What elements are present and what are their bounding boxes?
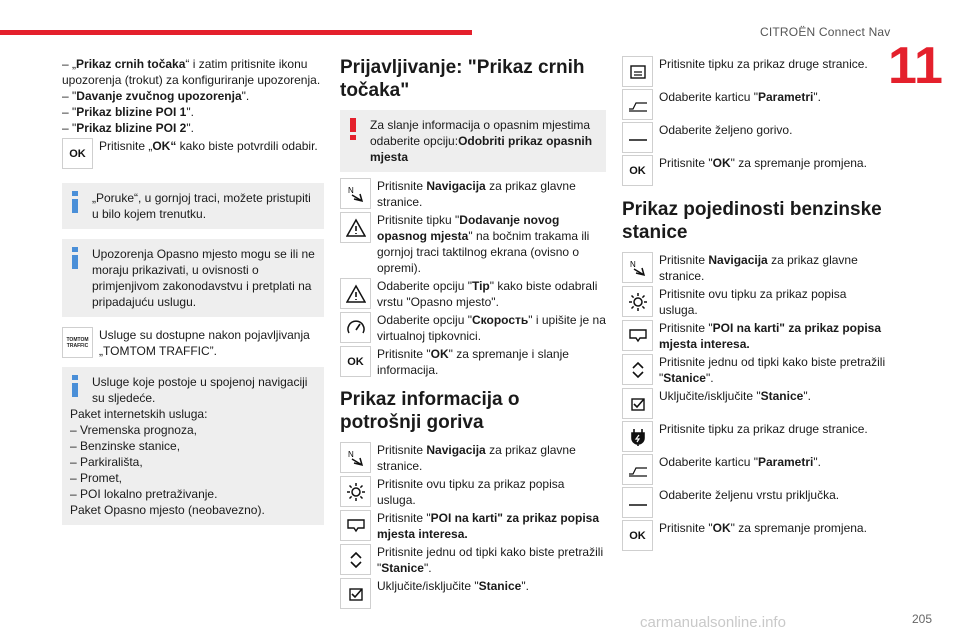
step-row: OK Pritisnite "OK" za spremanje i slanje informacija. — [340, 346, 606, 378]
alert-note: Za slanje informacija o opasnim mjestima odaberite opciju:Odobriti prikaz opasnih mjesta — [340, 110, 606, 172]
navigation-icon — [340, 178, 371, 209]
step-row: Odaberite željeno gorivo. — [622, 122, 888, 153]
step-row: Pritisnite tipku za prikaz druge stranice. — [622, 56, 888, 87]
info-note: Usluge koje postoje u spojenoj navigaciji su sljedeće. Paket internetskih usluga: – Vremenska prognoza, – Benzinske stanice, – Parkirališta, – Promet, – POI lokalno pretraživanje. Paket Opasno mjesto (neobavezno). — [62, 367, 324, 525]
alert-icon — [350, 118, 356, 140]
step-row: Odaberite željenu vrstu priključka. — [622, 487, 888, 518]
step-row: Odaberite karticu "Parametri". — [622, 454, 888, 485]
section-heading: Prijavljivanje: "Prikaz crnih točaka" — [340, 57, 585, 101]
column-left — [62, 56, 324, 535]
tomtom-traffic-icon: TOMTOM TRAFFIC — [62, 327, 93, 358]
header-accent-bar — [0, 30, 472, 35]
option-list-item: – „Prikaz crnih točaka“ i zatim pritisnite ikonu upozorenja (trokut) za konfiguriranje upozorenja. — [62, 57, 321, 87]
info-icon — [72, 191, 78, 213]
step-row: Pritisnite tipku za prikaz druge stranice. — [622, 421, 888, 452]
ok-icon: OK — [62, 138, 93, 169]
info-note: „Poruke“, u gornjoj traci, možete pristupiti u bilo kojem trenutku. — [62, 183, 324, 229]
step-row: OK Pritisnite "OK" za spremanje promjena. — [622, 155, 888, 186]
ok-icon: OK — [340, 346, 371, 377]
svg-text:N: N — [629, 259, 636, 269]
step-row: Pritisnite "POI na karti" za prikaz popisa mjesta interesa. — [622, 320, 888, 352]
option-list-item: – "Prikaz blizine POI 2". — [62, 121, 194, 135]
info-note: Upozorenja Opasno mjesto mogu se ili ne moraju prikazivati, u ovisnosti o primjenjivom zakonodavstvu i pretplati na pripadajuću uslugu. — [62, 239, 324, 317]
step-row: N Pritisnite Navigacija za prikaz glavne stranice. — [340, 442, 606, 474]
option-list-item: – "Prikaz blizine POI 1". — [62, 105, 194, 119]
step-row: Odaberite karticu "Parametri". — [622, 89, 888, 120]
settings-icon — [622, 286, 653, 317]
step-row: Uključite/isključite "Stanice". — [340, 578, 606, 609]
step-tomtom: TOMTOM TRAFFIC Usluge su dostupne nakon pojavljivanja „TOMTOM TRAFFIC”. — [62, 327, 324, 359]
connector-select-icon — [622, 487, 653, 518]
fuel-select-icon — [622, 122, 653, 153]
ok-icon: OK — [622, 520, 653, 551]
option-list-item: – "Davanje zvučnog upozorenja". — [62, 89, 250, 103]
section-heading: Prikaz informacija o potrošnji goriva — [340, 389, 520, 433]
step-row: Pritisnite "POI na karti" za prikaz popisa mjesta interesa. — [340, 510, 606, 542]
info-icon — [72, 375, 78, 397]
warning-triangle-icon — [340, 278, 371, 309]
column-right — [622, 56, 888, 553]
step-ok-confirm: OK Pritisnite „OK“ kako biste potvrdili odabir. — [62, 138, 324, 169]
chapter-number: 11 — [888, 37, 943, 95]
step-row: Pritisnite ovu tipku za prikaz popisa usluga. — [340, 476, 606, 508]
speedometer-icon — [340, 312, 371, 343]
next-page-icon — [622, 56, 653, 87]
step-row: OK Pritisnite "OK" za spremanje promjena. — [622, 520, 888, 551]
section-heading: Prikaz pojedinosti benzinske stanice — [622, 199, 882, 243]
step-row: Pritisnite jednu od tipki kako biste pretražili "Stanice". — [340, 544, 606, 576]
navigation-icon — [340, 442, 371, 473]
step-row: Uključite/isključite "Stanice". — [622, 388, 888, 419]
warning-triangle-icon — [340, 212, 371, 243]
step-row: Odaberite opciju "Tip" kako biste odabrali vrstu "Opasno mjesto". — [340, 278, 606, 310]
settings-icon — [340, 476, 371, 507]
navigation-icon — [622, 252, 653, 283]
checkbox-icon — [622, 388, 653, 419]
step-row: N Pritisnite Navigacija za prikaz glavne stranice. — [622, 252, 888, 284]
info-icon — [72, 247, 78, 269]
step-row: Pritisnite tipku "Dodavanje novog opasnog mjesta" na bočnim trakama ili gornjoj traci taktilnog ekrana (ovisno o opremi). — [340, 212, 606, 276]
chevrons-icon — [340, 544, 371, 575]
step-row: Odaberite opciju "Скорость" i upišite je na virtualnoj tipkovnici. — [340, 312, 606, 344]
charging-plug-icon — [622, 421, 653, 452]
parameters-tab-icon — [622, 89, 653, 120]
poi-map-icon — [622, 320, 653, 351]
step-row: Pritisnite jednu od tipki kako biste pretražili "Stanice". — [622, 354, 888, 386]
ok-icon: OK — [622, 155, 653, 186]
header-title: CITROËN Connect Nav — [760, 25, 891, 39]
option-list — [62, 56, 324, 136]
watermark: carmanualsonline.info — [640, 614, 786, 631]
step-row: N Pritisnite Navigacija za prikaz glavne stranice. — [340, 178, 606, 210]
parameters-tab-icon — [622, 454, 653, 485]
svg-text:N: N — [347, 185, 354, 195]
checkbox-icon — [340, 578, 371, 609]
chevrons-icon — [622, 354, 653, 385]
column-middle — [340, 56, 606, 611]
step-row: Pritisnite ovu tipku za prikaz popisa usluga. — [622, 286, 888, 318]
poi-map-icon — [340, 510, 371, 541]
svg-text:N: N — [347, 449, 354, 459]
page-number: 205 — [912, 612, 933, 626]
